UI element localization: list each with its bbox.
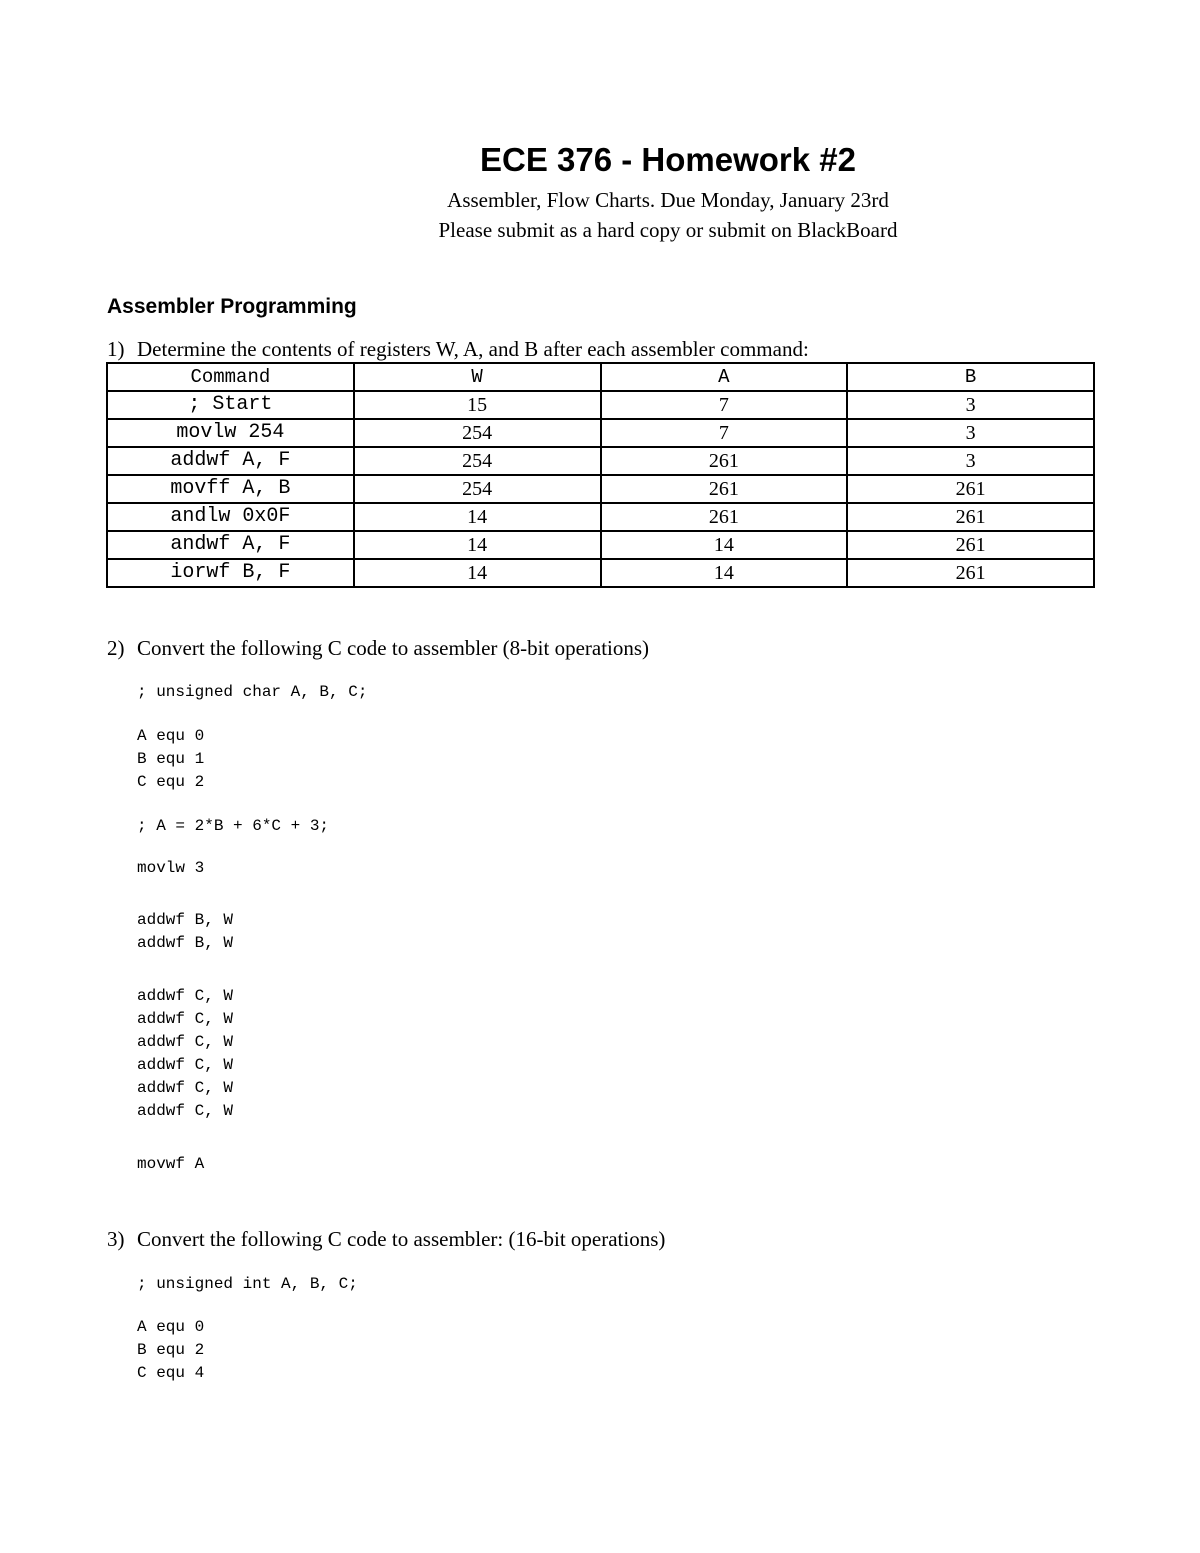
a-cell: 261 [601, 475, 848, 503]
question-3-number: 3) [107, 1227, 125, 1251]
subtitle-due-date: Assembler, Flow Charts. Due Monday, January 23rd [447, 188, 889, 212]
register-table [106, 362, 1095, 588]
w-cell: 254 [354, 419, 601, 447]
code-line: addwf C, W [137, 1056, 234, 1074]
command-cell: iorwf B, F [107, 559, 354, 587]
section-heading: Assembler Programming [107, 295, 357, 318]
code-line: addwf C, W [137, 1033, 234, 1051]
code-line: A equ 0 [137, 727, 205, 745]
code-line: addwf C, W [137, 1010, 234, 1028]
question-2-number: 2) [107, 636, 125, 660]
code-line: B equ 1 [137, 750, 205, 768]
question-1-number: 1) [107, 337, 125, 361]
table-row [107, 447, 1094, 475]
question-3 [107, 1226, 665, 1252]
header-w: W [354, 363, 601, 391]
table-row [107, 503, 1094, 531]
question-1 [107, 336, 809, 362]
code-line: movlw 3 [137, 859, 205, 877]
a-cell: 261 [601, 447, 848, 475]
command-cell: movlw 254 [107, 419, 354, 447]
b-cell: 3 [847, 391, 1094, 419]
code-line: addwf C, W [137, 1079, 234, 1097]
command-cell: ; Start [107, 391, 354, 419]
code-line: ; A = 2*B + 6*C + 3; [137, 817, 330, 835]
table-row [107, 531, 1094, 559]
code-line: A equ 0 [137, 1318, 205, 1336]
code-line: addwf C, W [137, 987, 234, 1005]
question-2-text: Convert the following C code to assembler (8-bit operations) [137, 636, 650, 660]
w-cell: 254 [354, 475, 601, 503]
command-cell: movff A, B [107, 475, 354, 503]
subtitle-submission: Please submit as a hard copy or submit on BlackBoard [438, 218, 898, 242]
code-line: ; unsigned int A, B, C; [137, 1275, 358, 1293]
table-header-row [107, 363, 1094, 391]
header-command: Command [107, 363, 354, 391]
code-line: addwf B, W [137, 934, 234, 952]
a-cell: 7 [601, 419, 848, 447]
header-a: A [601, 363, 848, 391]
b-cell: 261 [847, 559, 1094, 587]
header-b: B [847, 363, 1094, 391]
code-line: B equ 2 [137, 1341, 205, 1359]
a-cell: 14 [601, 531, 848, 559]
b-cell: 261 [847, 475, 1094, 503]
b-cell: 3 [847, 419, 1094, 447]
w-cell: 14 [354, 503, 601, 531]
w-cell: 254 [354, 447, 601, 475]
page-title: ECE 376 - Homework #2 [480, 141, 856, 178]
a-cell: 261 [601, 503, 848, 531]
code-line: movwf A [137, 1155, 205, 1173]
command-cell: addwf A, F [107, 447, 354, 475]
code-line: C equ 4 [137, 1364, 205, 1382]
table-row [107, 559, 1094, 587]
code-line: addwf B, W [137, 911, 234, 929]
table-row [107, 475, 1094, 503]
a-cell: 14 [601, 559, 848, 587]
table-row [107, 419, 1094, 447]
b-cell: 261 [847, 503, 1094, 531]
b-cell: 3 [847, 447, 1094, 475]
question-1-text: Determine the contents of registers W, A, and B after each assembler command: [137, 337, 809, 361]
a-cell: 7 [601, 391, 848, 419]
code-line: C equ 2 [137, 773, 205, 791]
question-3-text: Convert the following C code to assembler: (16-bit operations) [137, 1227, 666, 1251]
code-line: ; unsigned char A, B, C; [137, 683, 368, 701]
b-cell: 261 [847, 531, 1094, 559]
w-cell: 15 [354, 391, 601, 419]
command-cell: andlw 0x0F [107, 503, 354, 531]
table-row [107, 391, 1094, 419]
command-cell: andwf A, F [107, 531, 354, 559]
w-cell: 14 [354, 559, 601, 587]
question-2 [107, 635, 649, 661]
w-cell: 14 [354, 531, 601, 559]
code-line: addwf C, W [137, 1102, 234, 1120]
